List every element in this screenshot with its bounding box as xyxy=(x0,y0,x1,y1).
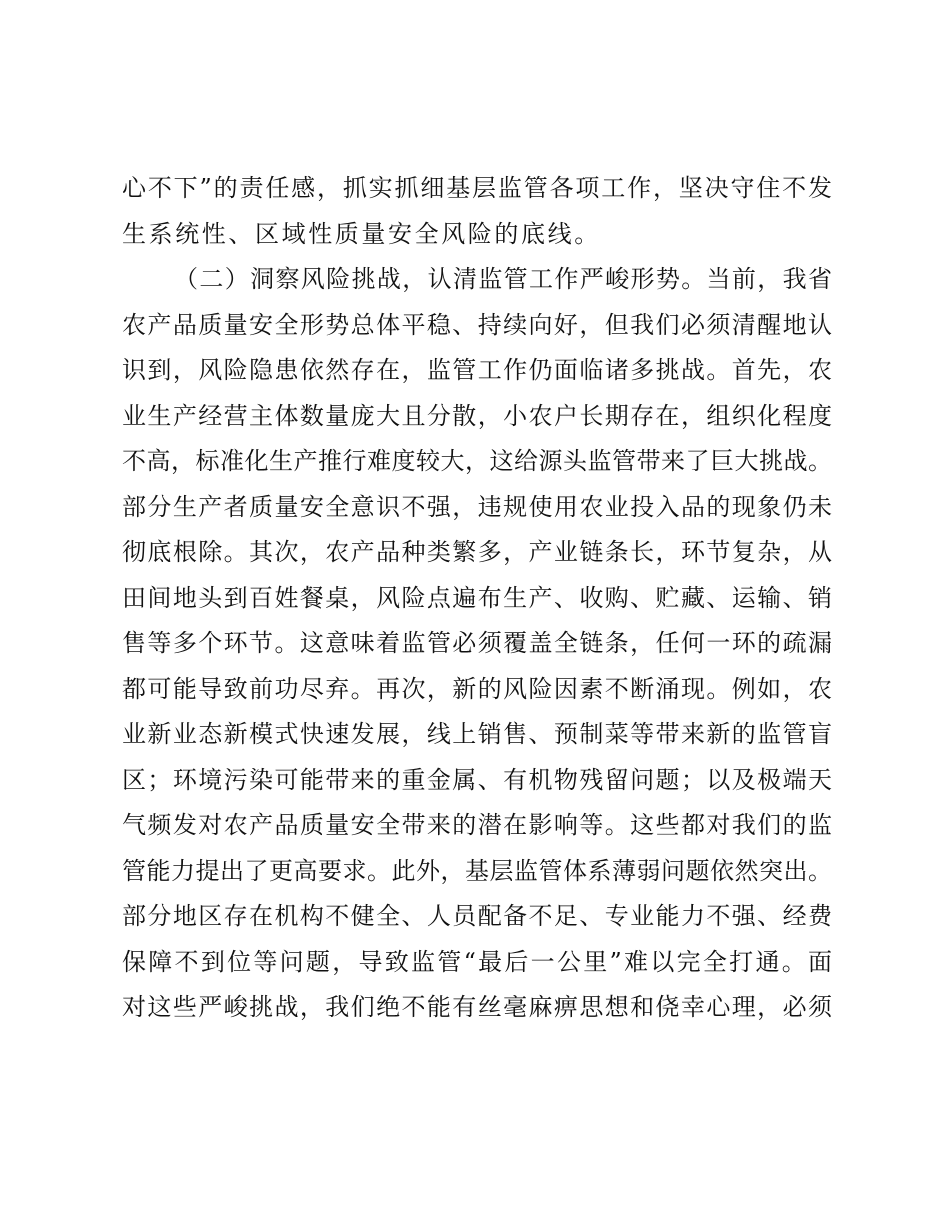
text-line: 彻底根除。其次，农产品种类繁多，产业链条长，环节复杂，从 xyxy=(122,538,832,566)
text-line: 生系统性、区域性质量安全风险的底线。 xyxy=(122,219,601,248)
text-line: 保障不到位等问题，导致监管“最后一公里”难以完全打通。面 xyxy=(122,947,832,976)
text-line: 农产品质量安全形势总体平稳、持续向好，但我们必须清醒地认 xyxy=(122,310,832,339)
text-line: 管能力提出了更高要求。此外，基层监管体系薄弱问题依然突出。 xyxy=(122,856,832,885)
text-line: 部分地区存在机构不健全、人员配备不足、专业能力不强、经费 xyxy=(122,902,832,930)
text-line: 区；环境污染可能带来的重金属、有机物残留问题；以及极端天 xyxy=(122,765,832,794)
text-line: 识到，风险隐患依然存在，监管工作仍面临诸多挑战。首先，农 xyxy=(122,356,832,384)
text-line: 业生产经营主体数量庞大且分散，小农户长期存在，组织化程度 xyxy=(122,401,832,430)
text-line: 不高，标准化生产推行难度较大，这给源头监管带来了巨大挑战。 xyxy=(122,447,832,475)
text-line: 售等多个环节。这意味着监管必须覆盖全链条，任何一环的疏漏 xyxy=(122,629,832,657)
section-heading-line: （二）洞察风险挑战，认清监管工作严峻形势。当前，我省 xyxy=(174,265,832,293)
text-line: 业新业态新模式快速发展，线上销售、预制菜等带来新的监管盲 xyxy=(122,720,832,748)
text-line: 部分生产者质量安全意识不强，违规使用农业投入品的现象仍未 xyxy=(122,492,832,521)
text-line: 气频发对农产品质量安全带来的潜在影响等。这些都对我们的监 xyxy=(122,811,832,839)
text-line: 对这些严峻挑战，我们绝不能有丝毫麻痹思想和侥幸心理，必须 xyxy=(122,993,832,1021)
body-text xyxy=(122,166,832,1031)
text-line: 心不下”的责任感，抓实抓细基层监管各项工作，坚决守住不发 xyxy=(122,174,832,202)
text-line: 都可能导致前功尽弃。再次，新的风险因素不断涌现。例如，农 xyxy=(122,674,832,703)
text-line: 田间地头到百姓餐桌，风险点遍布生产、收购、贮藏、运输、销 xyxy=(122,583,832,612)
